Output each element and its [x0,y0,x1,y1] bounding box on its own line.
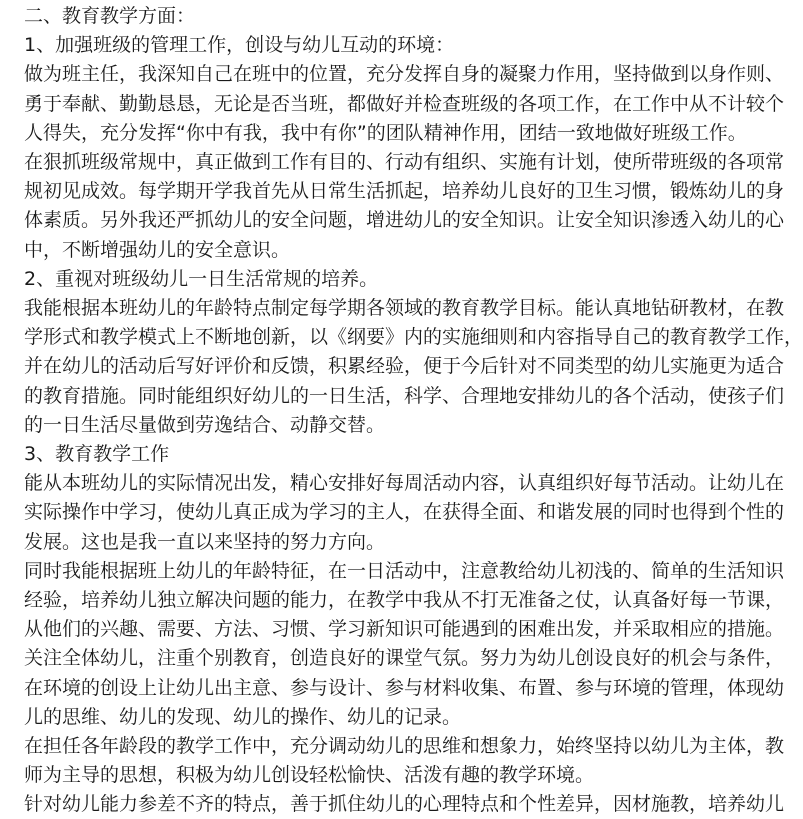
paragraph-line: 实际操作中学习，使幼儿真正成为学习的主人，在获得全面、和谐发展的同时也得到个性的 [24,501,785,524]
paragraph-line: 体素质。另外我还严抓幼儿的安全问题，增进幼儿的安全知识。让安全知识渗透入幼儿的心 [24,209,785,232]
paragraph-line: 针对幼儿能力参差不齐的特点，善于抓住幼儿的心理特点和个性差异，因材施教，培养幼儿 [24,793,785,816]
subheading-2: 2、重视对班级幼儿一日生活常规的培养。 [24,267,379,290]
paragraph-line: 在狠抓班级常规中，真正做到工作有目的、行动有组织、实施有计划，使所带班级的各项常 [24,151,785,173]
paragraph-line: 我能根据本班幼儿的年龄特点制定每学期各领域的教育教学目标。能认真地钻研教材，在教 [24,297,785,319]
section-heading: 二、教育教学方面： [24,5,196,27]
paragraph-line: 在环境的创设上让幼儿出主意、参与设计、参与材料收集、布置、参与环境的管理，体现幼 [24,676,785,699]
paragraph-line: 做为班主任，我深知自己在班中的位置，充分发挥自身的凝聚力作用，坚持做到以身作则、 [24,63,785,86]
paragraph-line: 同时我能根据班上幼儿的年龄特征，在一日活动中，注意教给幼儿初浅的、简单的生活知识 [24,559,785,582]
paragraph-line: 关注全体幼儿，注重个别教育，创造良好的课堂气氛。努力为幼儿创设良好的机会与条件， [24,647,785,670]
paragraph-line: 学形式和教学模式上不断地创新，以《纲要》内的实施细则和内容指导自己的教育教学工作， [24,326,803,349]
paragraph-line: 经验，培养幼儿独立解决问题的能力，在教学中我从不打无准备之仗，认真备好每一节课， [24,589,785,611]
paragraph-line: 勇于奉献、勤勤恳恳，无论是否当班，都做好并检查班级的各项工作，在工作中从不计较个 [24,92,785,115]
subheading-3: 3、教育教学工作 [24,443,170,465]
subheading-1: 1、加强班级的管理工作，创设与幼儿互动的环境： [24,34,455,57]
paragraph-line: 并在幼儿的活动后写好评价和反馈，积累经验，便于今后针对不同类型的幼儿实施更为适合 [24,355,785,378]
paragraph-line: 规初见成效。每学期开学我首先从日常生活抓起，培养幼儿良好的卫生习惯，锻炼幼儿的身 [24,180,785,203]
paragraph-line: 在担任各年龄段的教学工作中，充分调动幼儿的思维和想象力，始终坚持以幼儿为主体，教 [24,735,785,757]
paragraph-line: 的一日生活尽量做到劳逸结合、动静交替。 [24,413,386,436]
paragraph-line: 人得失，充分发挥“你中有我，我中有你”的团队精神作用，团结一致地做好班级工作。 [24,121,747,144]
paragraph-line: 发展。这也是我一直以来坚持的努力方向。 [24,530,386,553]
paragraph-line: 中，不断增强幼儿的安全意识。 [24,238,291,261]
paragraph-line: 的教育措施。同时能组织好幼儿的一日生活，科学、合理地安排幼儿的各个活动，使孩子们 [24,384,785,407]
paragraph-line: 能从本班幼儿的实际情况出发，精心安排好每周活动内容，认真组织好每节活动。让幼儿在 [24,472,785,495]
paragraph-line: 儿的思维、幼儿的发现、幼儿的操作、幼儿的记录。 [24,705,462,728]
paragraph-line: 从他们的兴趣、需要、方法、习惯、学习新知识可能遇到的困难出发，并采取相应的措施。 [24,618,785,641]
paragraph-line: 师为主导的思想，积极为幼儿创设轻松愉快、活泼有趣的教学环境。 [24,764,595,787]
